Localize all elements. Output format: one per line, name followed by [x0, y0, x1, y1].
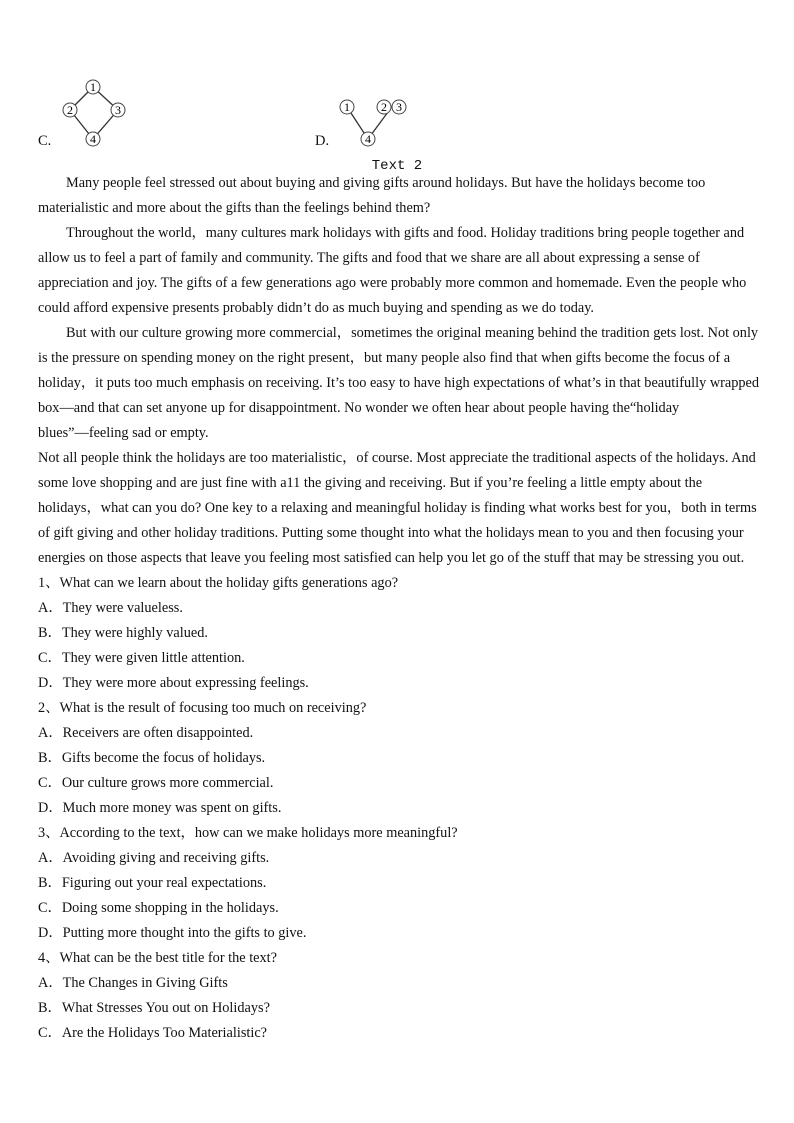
svg-text:4: 4	[365, 132, 371, 146]
question-line: B．Figuring out your real expectations.	[38, 875, 267, 891]
passage-line: energies on those aspects that leave you feeling most satisfied can help you let go of the stuff that may be stressing you out.	[38, 550, 745, 566]
node-2	[377, 100, 391, 114]
question-line: C．They were given little attention.	[38, 650, 245, 666]
svg-text:4: 4	[90, 132, 96, 146]
question-line: C．Doing some shopping in the holidays.	[38, 900, 279, 916]
question-line: B．Gifts become the focus of holidays.	[38, 750, 266, 766]
node-1	[340, 100, 354, 114]
passage-line: allow us to feel a part of family and community. The gifts and food that we share are all about expressing a sense of	[38, 250, 700, 266]
question-line: A．Avoiding giving and receiving gifts.	[38, 850, 270, 866]
passage-line: some love shopping and are just fine with a11 the giving and receiving. But if you’re feeling a little empty about the	[38, 475, 703, 491]
passage-line: could afford expensive presents probably didn’t do as much buying and spending as we do today.	[38, 300, 595, 316]
question-line: B．They were highly valued.	[38, 625, 208, 641]
passage-line: Many people feel stressed out about buying and giving gifts around holidays. But have the holidays become too	[66, 175, 706, 191]
passage-line: is the pressure on spending money on the right present，but many people also find that when gifts become the focus of a	[38, 350, 731, 366]
question-line: 1、What can we learn about the holiday gifts generations ago?	[38, 575, 399, 591]
svg-text:1: 1	[90, 80, 96, 94]
question-line: 2、What is the result of focusing too much on receiving?	[38, 700, 367, 716]
node-3	[111, 103, 125, 117]
passage-line: holiday，it puts too much emphasis on receiving. It’s too easy to have high expectations of what’s in that beautifully wrapped	[38, 375, 760, 391]
svg-text:3: 3	[396, 100, 402, 114]
text-title: Text 2	[371, 158, 423, 174]
question-line: C．Our culture grows more commercial.	[38, 775, 274, 791]
passage-line: of gift giving and other holiday traditions. Putting some thought into what the holidays mean to you and then focusing your	[38, 525, 744, 541]
question-line: D．They were more about expressing feelings.	[38, 675, 309, 691]
question-line: 4、What can be the best title for the text?	[38, 950, 277, 966]
passage-line: appreciation and joy. The gifts of a few generations ago were probably more common and homemade. Even the people who	[38, 275, 747, 291]
option-c-label: C.	[38, 133, 52, 149]
node-3	[392, 100, 406, 114]
passage-line: blues”—feeling sad or empty.	[38, 425, 209, 441]
node-4	[86, 132, 100, 146]
question-line: D．Putting more thought into the gifts to give.	[38, 925, 307, 941]
node-2	[63, 103, 77, 117]
svg-text:1: 1	[344, 100, 350, 114]
node-4	[361, 132, 375, 146]
question-line: C．Are the Holidays Too Materialistic?	[38, 1025, 268, 1041]
question-line: 3、According to the text，how can we make holidays more meaningful?	[38, 825, 458, 841]
diagram-d	[335, 95, 415, 155]
passage-line: box—and that can set anyone up for disappointment. No wonder we often hear about people having the“holiday	[38, 400, 680, 416]
svg-text:3: 3	[115, 103, 121, 117]
question-line: A．Receivers are often disappointed.	[38, 725, 254, 741]
passage-line: Not all people think the holidays are too materialistic，of course. Most appreciate the traditional aspects of the holidays. And	[38, 450, 756, 466]
question-line: A．They were valueless.	[38, 600, 183, 616]
node-1	[86, 80, 100, 94]
svg-text:2: 2	[67, 103, 73, 117]
passage-line: But with our culture growing more commercial，sometimes the original meaning behind the tradition gets lost. Not only	[66, 325, 759, 341]
diagram-c	[55, 75, 135, 155]
option-d-label: D.	[315, 133, 330, 149]
question-line: D．Much more money was spent on gifts.	[38, 800, 282, 816]
question-line: A．The Changes in Giving Gifts	[38, 975, 228, 991]
svg-text:2: 2	[381, 100, 387, 114]
passage-line: materialistic and more about the gifts than the feelings behind them?	[38, 200, 431, 216]
question-line: B．What Stresses You out on Holidays?	[38, 1000, 270, 1016]
passage-line: holidays，what can you do? One key to a relaxing and meaningful holiday is finding what works best for you，both in terms	[38, 500, 757, 516]
passage-line: Throughout the world，many cultures mark holidays with gifts and food. Holiday traditions bring people together and	[66, 225, 745, 241]
